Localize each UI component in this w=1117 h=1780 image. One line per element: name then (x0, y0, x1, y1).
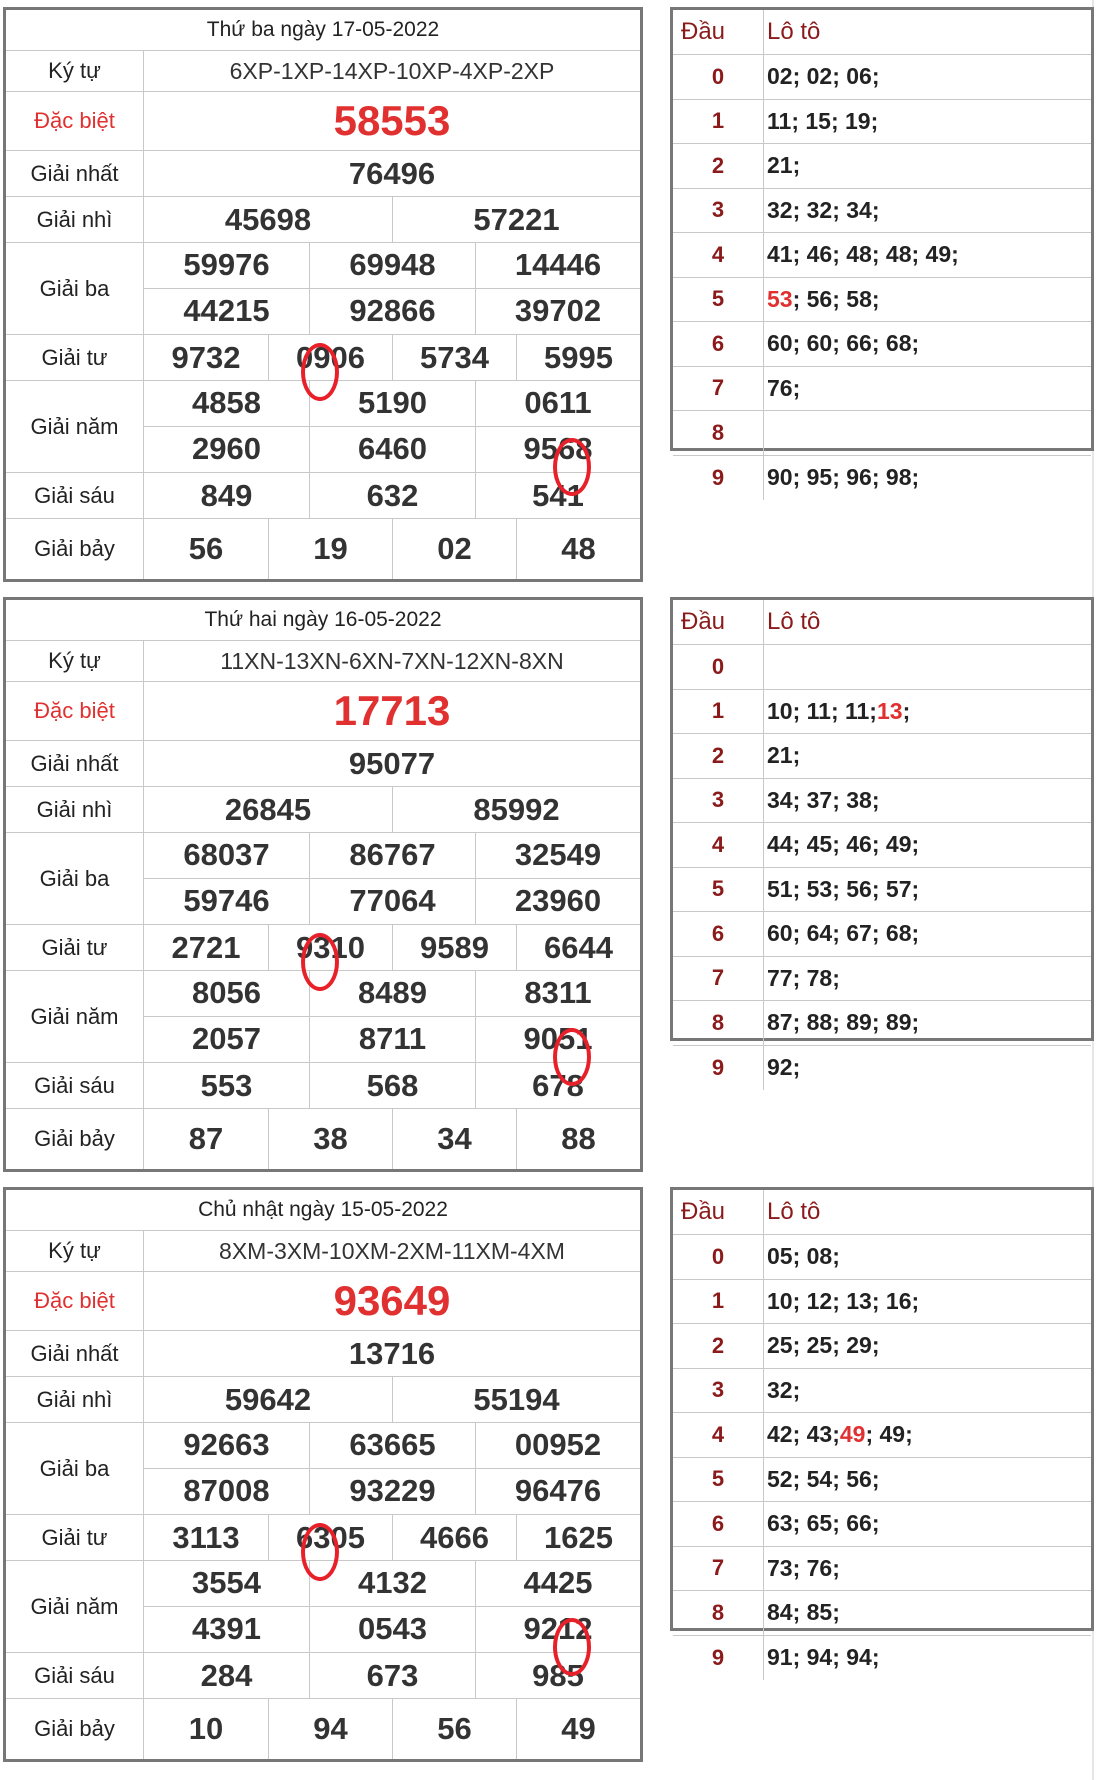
second-prize-value: 85992 (392, 787, 640, 832)
highlight-circle-mark (301, 1523, 339, 1581)
result-table (3, 7, 643, 582)
second-prize-value: 59642 (224, 1381, 312, 1417)
loto-numbers: 05; 08; (767, 1243, 840, 1270)
label-first-prize: Giải nhất (6, 741, 144, 786)
loto-numbers: 11; 15; 19; (767, 107, 879, 134)
label-special-prize: Đặc biệt (6, 682, 144, 740)
loto-head-digit: 6 (673, 912, 764, 956)
loto-header-loto: Lô tô (767, 18, 821, 45)
seventh-prize-value: 34 (392, 1109, 516, 1169)
loto-numbers: 34; 37; 38; (767, 786, 880, 813)
loto-head-digit: 9 (673, 1046, 764, 1091)
sixth-prize-value: 284 (200, 1657, 253, 1693)
loto-row (673, 1547, 1091, 1592)
row-seventh-prize (6, 519, 640, 579)
sixth-prize-value: 673 (309, 1653, 475, 1698)
seventh-prize-value: 19 (268, 519, 392, 579)
loto-row (673, 1636, 1091, 1681)
loto-head-digit: 3 (673, 189, 764, 233)
loto-row (673, 1591, 1091, 1636)
third-prize-value: 96476 (475, 1469, 640, 1515)
row-third-prize (6, 833, 640, 925)
loto-row (673, 779, 1091, 824)
fifth-prize-value: 9212 (475, 1607, 640, 1653)
result-table (3, 1187, 643, 1762)
fifth-prize-value: 2057 (192, 1021, 261, 1057)
loto-special-match: 53 (767, 285, 793, 312)
loto-head-digit: 5 (673, 1458, 764, 1502)
loto-numbers: 73; 76; (767, 1554, 840, 1581)
sixth-prize-value: 985 (475, 1653, 640, 1698)
loto-row (673, 734, 1091, 779)
loto-head-digit: 1 (673, 1280, 764, 1324)
fifth-prize-value: 8056 (192, 975, 261, 1011)
loto-head-digit: 3 (673, 779, 764, 823)
label-ky-tu: Ký tự (6, 641, 144, 681)
label-third-prize: Giải ba (6, 1423, 144, 1514)
third-prize-value: 44215 (183, 293, 270, 329)
loto-numbers: 60; 60; 66; 68; (767, 330, 920, 357)
loto-head-digit: 8 (673, 1591, 764, 1635)
third-prize-value: 59746 (183, 883, 270, 919)
special-prize-value: 93649 (333, 1277, 451, 1324)
third-prize-value: 92866 (309, 289, 475, 335)
fifth-prize-value: 9568 (475, 427, 640, 473)
loto-row (673, 367, 1091, 412)
sixth-prize-value: 849 (200, 477, 253, 513)
seventh-prize-value: 56 (392, 1699, 516, 1759)
special-prize-value: 17713 (333, 687, 451, 734)
fourth-prize-value: 4666 (392, 1515, 516, 1560)
label-ky-tu: Ký tự (6, 1231, 144, 1271)
seventh-prize-value: 88 (516, 1109, 640, 1169)
loto-head-digit: 0 (673, 1235, 764, 1279)
row-ky-tu (6, 641, 640, 682)
third-prize-value: 23960 (475, 879, 640, 925)
row-third-prize (6, 243, 640, 335)
fourth-prize-value: 0906 (268, 335, 392, 380)
row-second-prize (6, 1377, 640, 1423)
loto-numbers: 84; 85; (767, 1599, 840, 1626)
fifth-prize-value: 2960 (192, 431, 261, 467)
loto-row (673, 144, 1091, 189)
loto-table (670, 597, 1094, 1081)
third-prize-value: 00952 (475, 1423, 640, 1468)
loto-row (673, 1458, 1091, 1503)
label-special-prize: Đặc biệt (6, 92, 144, 150)
row-sixth-prize (6, 1063, 640, 1109)
fifth-prize-value: 6460 (309, 427, 475, 473)
fifth-prize-value: 0543 (309, 1607, 475, 1653)
label-sixth-prize: Giải sáu (6, 473, 144, 518)
label-fifth-prize: Giải năm (6, 971, 144, 1062)
loto-header-dau: Đầu (673, 600, 764, 644)
loto-head-digit: 0 (673, 55, 764, 99)
seventh-prize-value: 02 (392, 519, 516, 579)
label-third-prize: Giải ba (6, 833, 144, 924)
loto-numbers: 44; 45; 46; 49; (767, 831, 920, 858)
label-sixth-prize: Giải sáu (6, 1063, 144, 1108)
seventh-prize-value: 48 (516, 519, 640, 579)
loto-numbers: 21; (767, 742, 801, 769)
loto-row (673, 1413, 1091, 1458)
loto-numbers (767, 1413, 913, 1457)
loto-head-digit: 7 (673, 367, 764, 411)
loto-row (673, 278, 1091, 323)
fourth-prize-value: 9589 (392, 925, 516, 970)
row-special-prize (6, 1272, 640, 1331)
row-sixth-prize (6, 1653, 640, 1699)
result-date-heading: Chủ nhật ngày 15-05-2022 (198, 1198, 448, 1221)
loto-head-digit: 4 (673, 1413, 764, 1457)
label-first-prize: Giải nhất (6, 151, 144, 196)
loto-row (673, 912, 1091, 957)
sixth-prize-value: 632 (309, 473, 475, 518)
row-seventh-prize (6, 1699, 640, 1759)
row-special-prize (6, 682, 640, 741)
loto-numbers (767, 278, 880, 322)
seventh-prize-value: 87 (188, 1121, 224, 1156)
loto-row (673, 322, 1091, 367)
label-seventh-prize: Giải bảy (6, 1109, 144, 1169)
loto-numbers-text: 10; 11; 11; (767, 697, 877, 724)
seventh-prize-value: 56 (188, 531, 224, 566)
loto-head-digit: 9 (673, 1636, 764, 1681)
loto-row (673, 1324, 1091, 1369)
loto-row (673, 957, 1091, 1002)
row-second-prize (6, 787, 640, 833)
loto-row (673, 868, 1091, 913)
code-value: 8XM-3XM-10XM-2XM-11XM-4XM (219, 1237, 565, 1264)
result-date-heading: Thứ ba ngày 17-05-2022 (206, 18, 440, 41)
loto-header-loto: Lô tô (767, 1198, 821, 1225)
fourth-prize-value: 6644 (516, 925, 640, 970)
loto-row (673, 100, 1091, 145)
loto-head-digit: 7 (673, 957, 764, 1001)
loto-numbers: 51; 53; 56; 57; (767, 875, 920, 902)
loto-head-digit: 4 (673, 233, 764, 277)
fifth-prize-value: 5190 (309, 381, 475, 426)
fourth-prize-value: 1625 (516, 1515, 640, 1560)
fifth-prize-value: 8311 (475, 971, 640, 1016)
loto-row (673, 1369, 1091, 1414)
loto-head-digit: 8 (673, 1001, 764, 1045)
row-special-prize (6, 92, 640, 151)
loto-head-digit: 9 (673, 456, 764, 501)
fourth-prize-value: 6305 (268, 1515, 392, 1560)
loto-numbers: 10; 12; 13; 16; (767, 1287, 920, 1314)
day-block-1 (0, 590, 1117, 1180)
seventh-prize-value: 49 (516, 1699, 640, 1759)
label-seventh-prize: Giải bảy (6, 519, 144, 579)
loto-numbers: 41; 46; 48; 48; 49; (767, 241, 959, 268)
sixth-prize-value: 541 (475, 473, 640, 518)
loto-head-digit: 3 (673, 1369, 764, 1413)
highlight-circle-mark (301, 343, 339, 401)
row-second-prize (6, 197, 640, 243)
loto-row (673, 1502, 1091, 1547)
loto-numbers-text: ; 49; (865, 1421, 913, 1448)
loto-table (670, 1187, 1094, 1671)
second-prize-value: 26845 (224, 791, 312, 827)
loto-head-digit: 4 (673, 823, 764, 867)
loto-numbers: 25; 25; 29; (767, 1332, 880, 1359)
fourth-prize-value: 5995 (516, 335, 640, 380)
loto-head-digit: 5 (673, 278, 764, 322)
loto-head-digit: 7 (673, 1547, 764, 1591)
fifth-prize-value: 4858 (192, 385, 261, 421)
fourth-prize-value: 5734 (392, 335, 516, 380)
loto-header-dau: Đầu (673, 10, 764, 54)
loto-header-dau: Đầu (673, 1190, 764, 1234)
fifth-prize-value: 9051 (475, 1017, 640, 1063)
label-second-prize: Giải nhì (6, 197, 144, 242)
first-prize-value: 95077 (348, 745, 436, 781)
fifth-prize-value: 0611 (475, 381, 640, 426)
loto-head-digit: 2 (673, 734, 764, 778)
label-first-prize: Giải nhất (6, 1331, 144, 1376)
loto-numbers: 92; (767, 1054, 801, 1081)
sixth-prize-value: 553 (200, 1067, 253, 1103)
loto-head-digit: 6 (673, 322, 764, 366)
row-first-prize (6, 1331, 640, 1377)
loto-numbers: 91; 94; 94; (767, 1644, 880, 1671)
loto-numbers-text: ; 56; 58; (792, 285, 880, 312)
label-second-prize: Giải nhì (6, 787, 144, 832)
loto-head-digit: 5 (673, 868, 764, 912)
fifth-prize-value: 3554 (192, 1565, 261, 1601)
loto-head-digit: 1 (673, 690, 764, 734)
fifth-prize-value: 4391 (192, 1611, 261, 1647)
result-heading-row (6, 10, 640, 51)
loto-head-digit: 2 (673, 1324, 764, 1368)
row-first-prize (6, 151, 640, 197)
third-prize-value: 93229 (309, 1469, 475, 1515)
loto-numbers: 76; (767, 374, 801, 401)
loto-numbers: 32; 32; 34; (767, 196, 880, 223)
seventh-prize-value: 10 (188, 1711, 224, 1746)
label-sixth-prize: Giải sáu (6, 1653, 144, 1698)
third-prize-value: 77064 (309, 879, 475, 925)
highlight-circle-mark (553, 1028, 591, 1086)
fifth-prize-value: 4425 (475, 1561, 640, 1606)
loto-numbers: 63; 65; 66; (767, 1510, 880, 1537)
loto-special-match: 13 (876, 697, 903, 724)
loto-numbers: 02; 02; 06; (767, 63, 880, 90)
label-fifth-prize: Giải năm (6, 1561, 144, 1652)
loto-header-row (673, 1190, 1091, 1235)
loto-numbers: 60; 64; 67; 68; (767, 920, 920, 947)
fourth-prize-value: 9732 (171, 339, 241, 375)
sixth-prize-value: 678 (475, 1063, 640, 1108)
sixth-prize-value: 568 (309, 1063, 475, 1108)
label-fourth-prize: Giải tư (6, 925, 144, 970)
third-prize-value: 92663 (183, 1427, 270, 1463)
loto-header-row (673, 600, 1091, 645)
second-prize-value: 55194 (392, 1377, 640, 1422)
third-prize-value: 39702 (475, 289, 640, 335)
loto-numbers: 21; (767, 152, 801, 179)
code-value: 6XP-1XP-14XP-10XP-4XP-2XP (229, 57, 555, 84)
third-prize-value: 59976 (183, 247, 270, 283)
loto-numbers: 32; (767, 1376, 801, 1403)
loto-head-digit: 1 (673, 100, 764, 144)
loto-numbers: 87; 88; 89; 89; (767, 1009, 920, 1036)
highlight-circle-mark (553, 438, 591, 496)
loto-header-loto: Lô tô (767, 608, 821, 635)
first-prize-value: 76496 (348, 155, 436, 191)
loto-row (673, 189, 1091, 234)
third-prize-value: 69948 (309, 243, 475, 288)
second-prize-value: 45698 (224, 201, 312, 237)
loto-numbers: 77; 78; (767, 964, 840, 991)
row-ky-tu (6, 1231, 640, 1272)
result-heading-row (6, 1190, 640, 1231)
loto-row (673, 645, 1091, 690)
label-fourth-prize: Giải tư (6, 335, 144, 380)
first-prize-value: 13716 (348, 1335, 436, 1371)
label-second-prize: Giải nhì (6, 1377, 144, 1422)
fifth-prize-value: 8711 (309, 1017, 475, 1063)
code-value: 11XN-13XN-6XN-7XN-12XN-8XN (220, 647, 564, 674)
fourth-prize-value: 2721 (171, 929, 241, 965)
fourth-prize-value: 3113 (172, 1519, 240, 1555)
loto-row (673, 55, 1091, 100)
third-prize-value: 87008 (183, 1473, 270, 1509)
third-prize-value: 14446 (475, 243, 640, 288)
third-prize-value: 32549 (475, 833, 640, 878)
third-prize-value: 68037 (183, 837, 270, 873)
loto-numbers: 90; 95; 96; 98; (767, 464, 920, 491)
highlight-circle-mark (301, 933, 339, 991)
loto-table (670, 7, 1094, 491)
loto-row (673, 1280, 1091, 1325)
loto-numbers-text: ; (902, 697, 911, 724)
seventh-prize-value: 38 (268, 1109, 392, 1169)
second-prize-value: 57221 (392, 197, 640, 242)
loto-row (673, 411, 1091, 456)
loto-numbers (767, 690, 910, 734)
loto-row (673, 1001, 1091, 1046)
row-sixth-prize (6, 473, 640, 519)
fifth-prize-value: 8489 (309, 971, 475, 1016)
loto-head-digit: 8 (673, 411, 764, 455)
loto-row (673, 1235, 1091, 1280)
label-fourth-prize: Giải tư (6, 1515, 144, 1560)
loto-head-digit: 6 (673, 1502, 764, 1546)
result-date-heading: Thứ hai ngày 16-05-2022 (204, 608, 442, 631)
loto-row (673, 823, 1091, 868)
loto-numbers: 52; 54; 56; (767, 1465, 880, 1492)
loto-row (673, 456, 1091, 501)
third-prize-value: 86767 (309, 833, 475, 878)
result-table (3, 597, 643, 1172)
seventh-prize-value: 94 (268, 1699, 392, 1759)
fifth-prize-value: 4132 (309, 1561, 475, 1606)
row-third-prize (6, 1423, 640, 1515)
label-third-prize: Giải ba (6, 243, 144, 334)
fourth-prize-value: 9310 (268, 925, 392, 970)
loto-numbers-text: 42; 43; (767, 1421, 840, 1448)
label-special-prize: Đặc biệt (6, 1272, 144, 1330)
loto-row (673, 1046, 1091, 1091)
row-seventh-prize (6, 1109, 640, 1169)
label-seventh-prize: Giải bảy (6, 1699, 144, 1759)
loto-head-digit: 2 (673, 144, 764, 188)
highlight-circle-mark (553, 1618, 591, 1676)
loto-header-row (673, 10, 1091, 55)
loto-special-match: 49 (839, 1421, 866, 1448)
special-prize-value: 58553 (333, 97, 451, 144)
row-first-prize (6, 741, 640, 787)
row-ky-tu (6, 51, 640, 92)
loto-row (673, 690, 1091, 735)
loto-head-digit: 0 (673, 645, 764, 689)
result-heading-row (6, 600, 640, 641)
day-block-0 (0, 0, 1117, 590)
day-block-2 (0, 1180, 1117, 1770)
third-prize-value: 63665 (309, 1423, 475, 1468)
label-ky-tu: Ký tự (6, 51, 144, 91)
label-fifth-prize: Giải năm (6, 381, 144, 472)
loto-row (673, 233, 1091, 278)
